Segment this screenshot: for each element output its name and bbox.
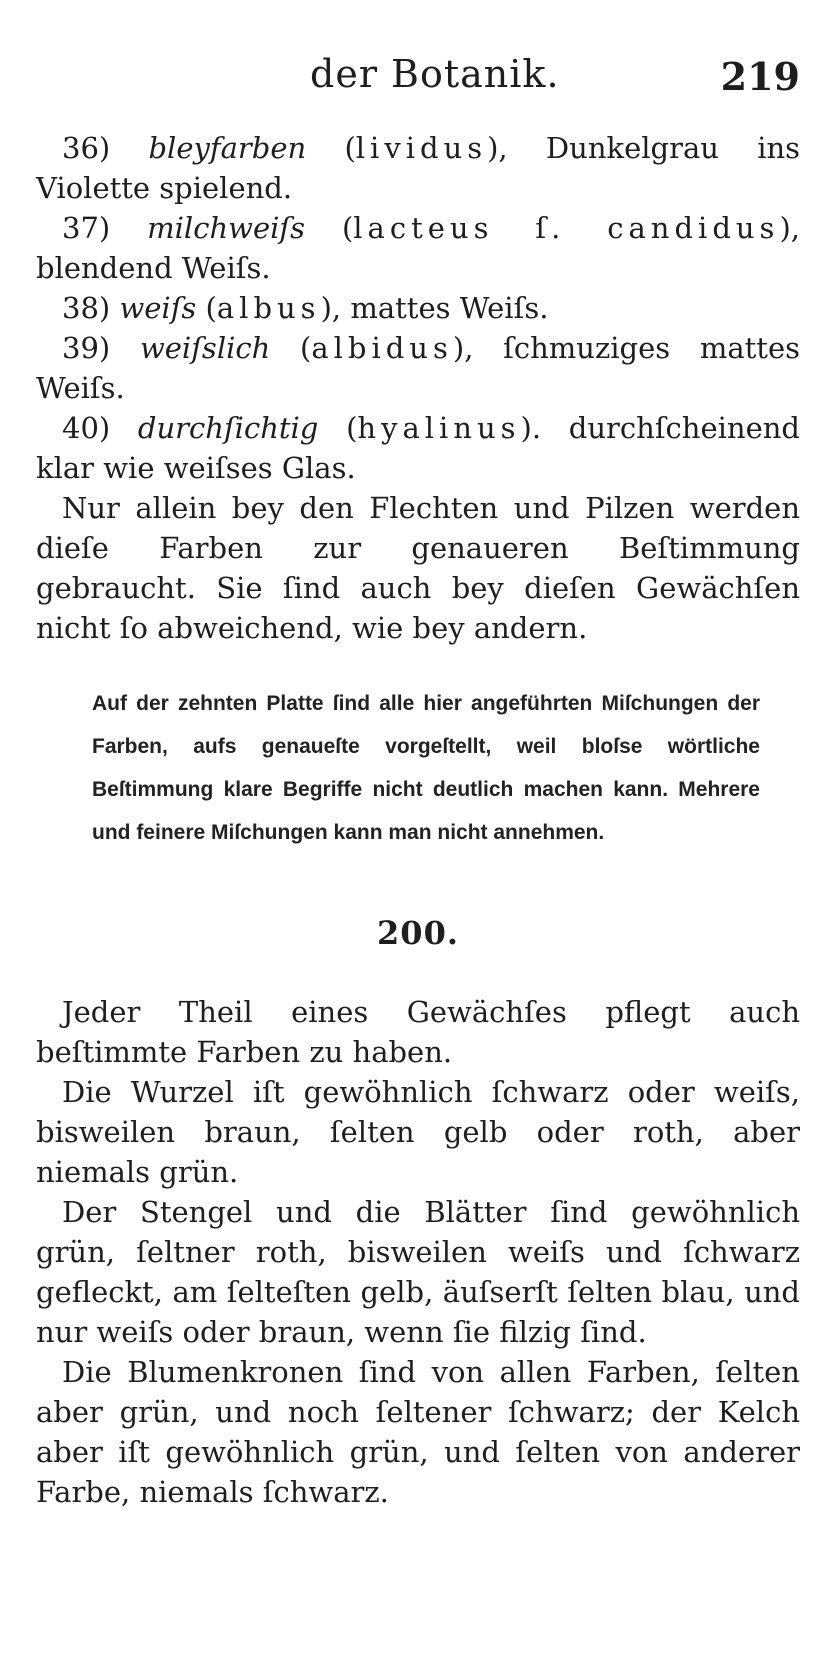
entry-number: 39) — [62, 331, 111, 365]
open-paren: ( — [344, 131, 356, 165]
entry-description: Dunkelgrau ins Violette spielend. — [36, 131, 801, 205]
entry-term: weiſslich — [139, 331, 271, 365]
body-paragraph: Jeder Theil eines Gewächſes pflegt auch beſtimmte Farben zu haben. — [36, 995, 800, 1069]
entry-number: 37) — [62, 211, 111, 245]
open-paren: ( — [346, 411, 358, 445]
close-paren: ), — [487, 131, 508, 165]
color-entry-38 — [36, 288, 800, 328]
body-paragraph: Die Wurzel iſt gewöhnlich ſchwarz oder weiſs, bisweilen braun, ſelten gelb oder roth, aber niemals grün. — [36, 1075, 800, 1189]
entry-latin: albus — [216, 291, 321, 325]
section-number: 200. — [377, 914, 459, 952]
close-paren: ). — [520, 411, 542, 445]
open-paren: ( — [205, 291, 217, 325]
entry-term: milchweiſs — [147, 211, 305, 245]
body-paragraph: Die Blumenkronen ſind von allen Farben, ſelten aber grün, und noch ſeltener ſchwarz; der Kelch aber iſt gewöhnlich grün, und ſelten von anderer Farbe, niemals ſchwarz. — [36, 1355, 800, 1509]
footnote: Auf der zehnten Platte ſind alle hier angeführten Miſchungen der Farben, aufs genaueſte vorgeſtellt, weil bloſse wörtliche Beſtimmung klare Begriffe nicht deutlich machen kann. Mehrere und feinere Miſchungen kann man nicht annehmen. — [92, 692, 760, 844]
entry-description: blendend Weiſs. — [36, 251, 271, 285]
entry-latin: lacteus ſ. candidus — [353, 211, 780, 245]
entry-description: durchſcheinend klar wie weiſses Glas. — [36, 411, 800, 485]
entry-number: 36) — [62, 131, 111, 165]
entry-description: mattes Weiſs. — [350, 291, 549, 325]
entry-number: 38) — [62, 291, 111, 325]
body-paragraph: Der Stengel und die Blätter ſind gewöhnlich grün, ſeltner roth, bisweilen weiſs und ſchwarz gefleckt, am ſelteſten gelb, äuſserſt ſelten blau, und nur weiſs oder braun, wenn ſie filzig ſind. — [36, 1195, 800, 1349]
entry-latin: hyalinus — [357, 411, 521, 445]
body-paragraph: Nur allein bey den Flechten und Pilzen werden dieſe Farben zur genaueren Beſtimmung gebraucht. Sie ſind auch bey dieſen Gewächſen nicht ſo abweichend, wie bey andern. — [36, 491, 800, 645]
entry-number: 40) — [62, 411, 111, 445]
open-paren: ( — [300, 331, 312, 365]
entry-term: weiſs — [119, 291, 197, 325]
entry-latin: albidus — [311, 331, 453, 365]
page-header — [0, 52, 830, 112]
close-paren: ), — [320, 291, 342, 325]
color-entry-36 — [36, 128, 800, 208]
color-entry-39 — [36, 328, 800, 408]
entry-description: ſchmuziges mattes Weiſs. — [36, 331, 800, 405]
running-head: der Botanik. — [310, 52, 560, 96]
close-paren: ), — [779, 211, 800, 245]
color-entry-40 — [36, 408, 800, 488]
open-paren: ( — [341, 211, 354, 245]
close-paren: ), — [452, 331, 474, 365]
entry-latin: lividus — [355, 131, 488, 165]
entry-term: durchſichtig — [137, 411, 319, 445]
text-column — [36, 128, 800, 1512]
page-number: 219 — [720, 54, 800, 99]
color-entry-37 — [36, 208, 800, 288]
entry-term: bleyfarben — [148, 131, 307, 165]
